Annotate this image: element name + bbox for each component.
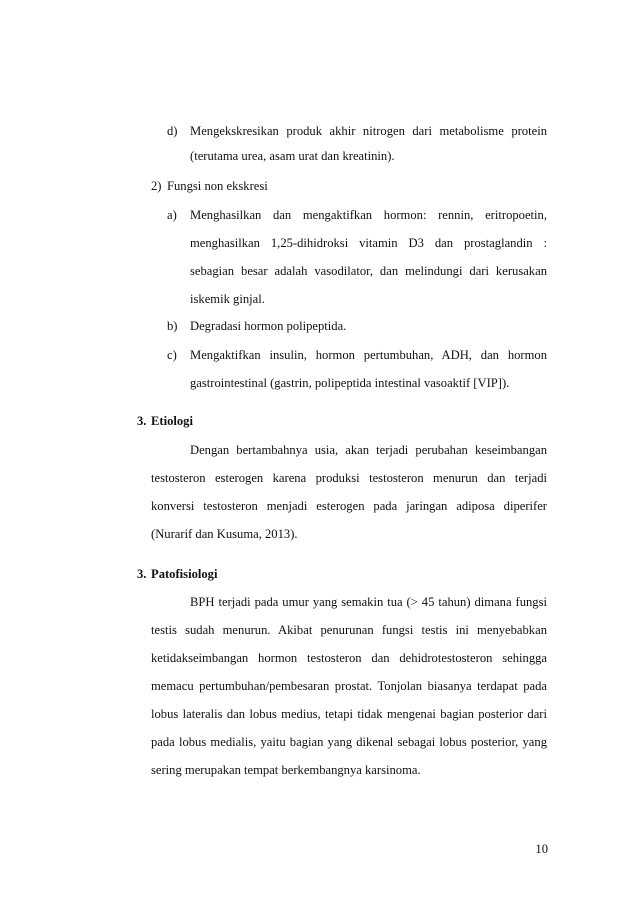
item-c-line-1: Mengaktifkan insulin, hormon pertumbuhan, ADH, dan hormon: [190, 348, 547, 362]
item-a-marker: a): [167, 208, 177, 222]
item-d-line-2: (terutama urea, asam urat dan kreatinin).: [190, 149, 395, 163]
item-b-line-1: Degradasi hormon polipeptida.: [190, 319, 347, 333]
etiologi-line-1: Dengan bertambahnya usia, akan terjadi perubahan keseimbangan: [190, 443, 547, 457]
item-b-marker: b): [167, 319, 178, 333]
patofisiologi-line-7: sering merupakan tempat berkembangnya karsinoma.: [151, 763, 421, 777]
item-d-line-1: Mengekskresikan produk akhir nitrogen dari metabolisme protein: [190, 124, 547, 138]
patofisiologi-heading: Patofisiologi: [151, 567, 218, 581]
etiologi-line-4: (Nurarif dan Kusuma, 2013).: [151, 527, 298, 541]
item-a-line-2: menghasilkan 1,25-dihidroksi vitamin D3 dan prostaglandin :: [190, 236, 547, 250]
item-a-line-3: sebagian besar adalah vasodilator, dan melindungi dari kerusakan: [190, 264, 547, 278]
patofisiologi-line-3: ketidakseimbangan hormon testosteron dan dehidrotestosteron sehingga: [151, 651, 547, 665]
item-a-line-4: iskemik ginjal.: [190, 292, 265, 306]
patofisiologi-line-5: lobus lateralis dan lobus medius, tetapi tidak mengenai bagian posterior dari: [151, 707, 547, 721]
section-2-title: Fungsi non ekskresi: [167, 179, 268, 193]
section-2-marker: 2): [151, 179, 162, 193]
item-c-line-2: gastrointestinal (gastrin, polipeptida intestinal vasoaktif [VIP]).: [190, 376, 510, 390]
etiologi-heading: Etiologi: [151, 414, 193, 428]
patofisiologi-line-6: pada lobus medialis, yaitu bagian yang dikenal sebagai lobus posterior, yang: [151, 735, 547, 749]
item-a-line-1: Menghasilkan dan mengaktifkan hormon: rennin, eritropoetin,: [190, 208, 547, 222]
patofisiologi-number: 3.: [137, 567, 147, 581]
page-number: 10: [535, 842, 548, 856]
etiologi-line-2: testosteron esterogen karena produksi testosteron menurun dan terjadi: [151, 471, 547, 485]
item-d-marker: d): [167, 124, 178, 138]
etiologi-line-3: konversi testosteron menjadi esterogen pada jaringan adiposa diperifer: [151, 499, 547, 513]
patofisiologi-line-2: testis sudah menurun. Akibat penurunan fungsi testis ini menyebabkan: [151, 623, 547, 637]
patofisiologi-line-1: BPH terjadi pada umur yang semakin tua (> 45 tahun) dimana fungsi: [190, 595, 547, 609]
patofisiologi-line-4: memacu pertumbuhan/pembesaran prostat. Tonjolan biasanya terdapat pada: [151, 679, 547, 693]
item-c-marker: c): [167, 348, 177, 362]
etiologi-number: 3.: [137, 414, 147, 428]
